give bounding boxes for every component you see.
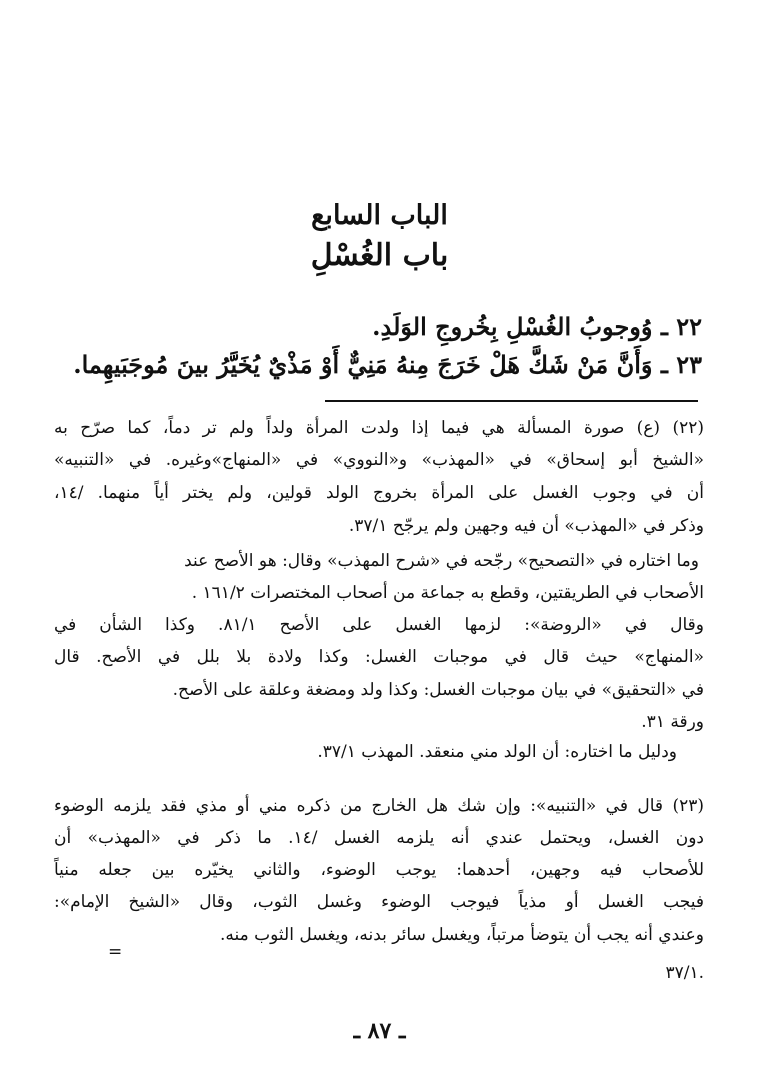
commentary-line: «الشيخ أبو إسحاق» في «المهذب» و«النووي» في «المنهاج»وغيره. في «التنبيه»: [54, 450, 704, 470]
commentary-line: وقال في «الروضة»: لزمها الغسل على الأصح ٨١/١. وكذا الشأن في: [54, 615, 705, 635]
commentary-line: (٢٢) (ع) صورة المسألة هي فيما إذا ولدت المرأة ولداً ولم تر دماً، كما صرّح به: [54, 418, 704, 438]
matn-line-22: ٢٢ ـ وُوجوبُ الغُسْلِ بِخُروجِ الوَلَدِ.: [372, 312, 702, 341]
commentary-line: ورقة ٣١.: [641, 712, 704, 732]
commentary-line: أن في وجوب الغسل على المرأة بخروج الولد قولين، ولم يختر أياً منهما. /١٤،: [54, 483, 704, 503]
commentary-line: للأصحاب فيه وجهين، أحدهما: يوجب الوضوء، والثاني يخيّره بين جعله منياً: [54, 860, 704, 880]
matn-line-23: ٢٣ ـ وَأَنَّ مَنْ شَكَّ هَلْ خَرَجَ مِنهُ مَنِيٌّ أَوْ مَذْيٌ يُخَيَّرُ بينَ مُوجَبَيهِما.: [73, 350, 702, 379]
commentary-line: الأصحاب في الطريقتين، وقطع به جماعة من أصحاب المختصرات ١٦١/٢ .: [191, 583, 704, 603]
commentary-line: ٣٧/١.: [665, 963, 704, 983]
commentary-line: وذكر في «المهذب» أن فيه وجهين ولم يرجّح ٣٧/١.: [348, 516, 704, 536]
commentary-line: ودليل ما اختاره: أن الولد مني منعقد. المهذب ٣٧/١.: [317, 742, 677, 762]
commentary-line: فيجب الغسل أو مذياً فيوجب الوضوء وغسل الثوب، وقال «الشيخ الإمام»:: [54, 892, 704, 912]
continuation-mark: =: [108, 942, 123, 962]
commentary-line: (٢٣) قال في «التنبيه»: وإن شك هل الخارج من ذكره مني أو مذي فقد يلزمه الوضوء: [54, 796, 704, 816]
commentary-line: في «التحقيق» في بيان موجبات الغسل: وكذا ولد ومضغة وعلقة على الأصح.: [172, 680, 704, 700]
commentary-line: وما اختاره في «التصحيح» رجّحه في «شرح المهذب» وقال: هو الأصح عند: [184, 551, 699, 571]
page-number: ـ ٨٧ ـ: [353, 1018, 406, 1044]
chapter-heading: الباب السابع: [311, 200, 448, 231]
footnote-divider: [325, 400, 698, 402]
commentary-line: «المنهاج» حيث قال في موجبات الغسل: وكذا ولادة بلا بلل في الأصح. قال: [54, 647, 704, 667]
commentary-line: وعندي أنه يجب أن يتوضأ مرتباً، ويغسل سائر بدنه، ويغسل الثوب منه.: [219, 925, 704, 945]
chapter-subheading: باب الغُسْلِ: [310, 238, 449, 273]
commentary-line: دون الغسل، ويحتمل عندي أنه يلزمه الغسل /١٤. ما ذكر في «المهذب» أن: [54, 828, 704, 848]
